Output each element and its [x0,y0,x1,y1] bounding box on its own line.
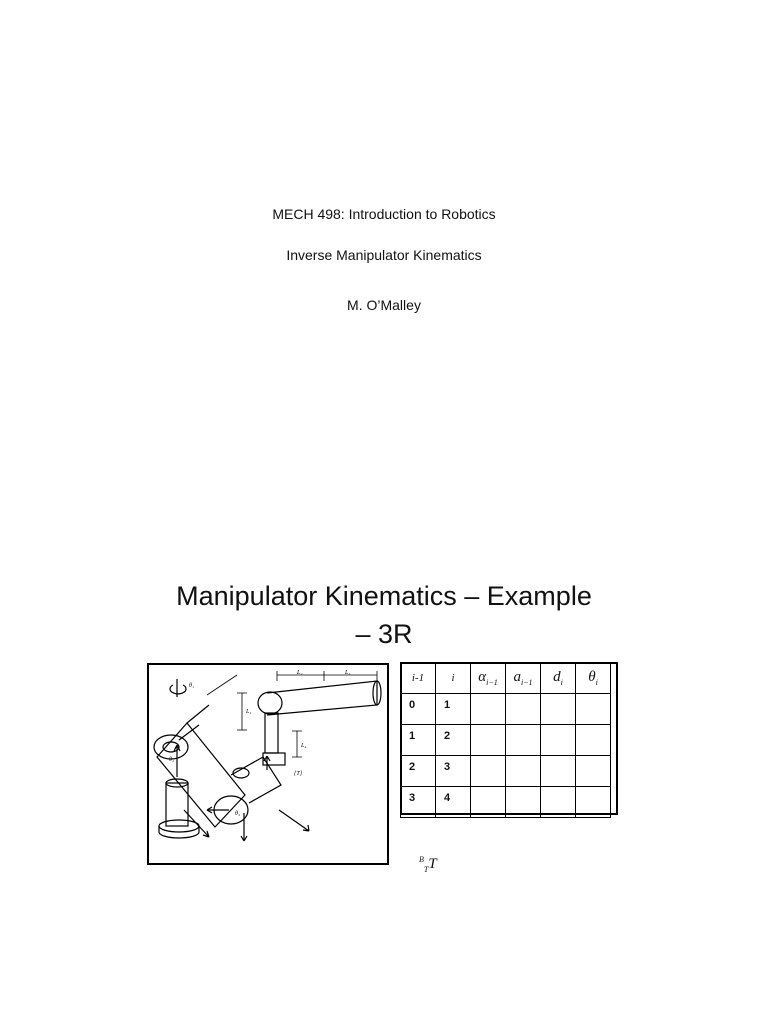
cell-i-minus-1: 0 [401,694,436,725]
cell-i-minus-1: 3 [401,787,436,818]
robot-arm-diagram [147,663,389,865]
cell-d [541,725,576,756]
header-i-minus-1: i-1 [401,663,436,694]
dim-label-l1: L₁ [246,709,252,715]
cell-a [506,756,541,787]
frame-label-t: {T} [294,771,303,777]
slide-title-line-2: – 3R [355,619,413,649]
cell-i-minus-1: 1 [401,725,436,756]
joint-label-theta3: θ₃ [235,811,241,817]
cell-theta [576,756,611,787]
cell-i: 2 [436,725,471,756]
cell-i: 3 [436,756,471,787]
cell-alpha [471,756,506,787]
cell-i: 1 [436,694,471,725]
cell-i: 4 [436,787,471,818]
robot-arm-drawing [149,665,387,863]
header-i: i [436,663,471,694]
cell-i-minus-1: 2 [401,756,436,787]
cell-theta [576,787,611,818]
cell-theta [576,694,611,725]
slide-title-line-1: Manipulator Kinematics – Example [176,581,592,611]
course-title: MECH 498: Introduction to Robotics [272,206,496,222]
cell-alpha [471,787,506,818]
header-a: $a_{i-1}$ [506,663,541,694]
dim-label-l3: L₃ [345,670,351,676]
author-name: M. O’Malley [347,297,421,313]
cell-d [541,694,576,725]
table-row [401,787,611,818]
cell-a [506,787,541,818]
joint-label-theta2: θ₂ [169,757,175,763]
header-d: $d_i$ [541,663,576,694]
header-theta: $\theta_i$ [576,663,611,694]
cell-alpha [471,694,506,725]
cell-a [506,725,541,756]
lecture-topic: Inverse Manipulator Kinematics [286,247,482,263]
cell-d [541,756,576,787]
cell-d [541,787,576,818]
joint-label-theta1: θ₁ [189,683,195,689]
table-row [401,694,611,725]
cell-theta [576,725,611,756]
header-alpha: $\alpha_{i-1}$ [471,663,506,694]
dim-label-l2: L₂ [297,670,303,676]
transform-notation: $^B_T$T [419,855,437,874]
dim-label-l4: L₄ [301,743,307,749]
table-row [401,725,611,756]
table-row [401,756,611,787]
cell-alpha [471,725,506,756]
dh-parameter-table [400,662,611,818]
cell-a [506,694,541,725]
